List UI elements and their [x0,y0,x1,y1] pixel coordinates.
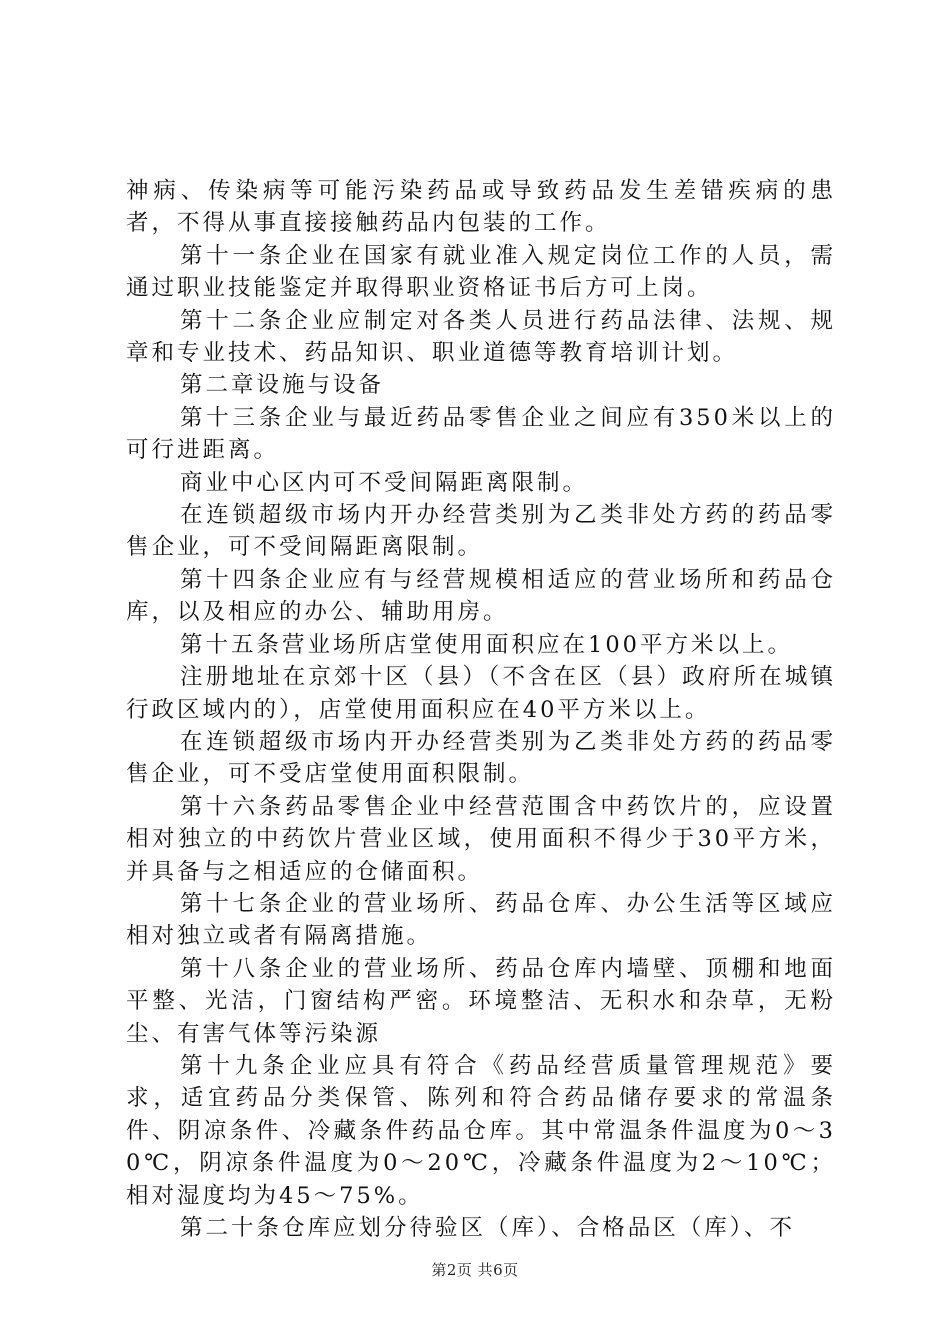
paragraph-article-20: 第二十条仓库应划分待验区（库）、合格品区（库）、不 [180,1215,796,1241]
paragraph-article-19: 第十九条企业应具有符合《药品经营质量管理规范》要求，适宜药品分类保管、陈列和符合药品储存要求的常温条件、阴凉条件、冷藏条件药品仓库。其中常温条件温度为0～30℃，阴凉条件温度为0～20℃，冷藏条件温度为2～10℃；相对湿度均为45～75%。 [126,1052,836,1209]
page-number-footer: 第2页 共6页 [431,1261,519,1279]
paragraph-article-11: 第十一条企业在国家有就业准入规定岗位工作的人员，需通过职业技能鉴定并取得职业资格证书后方可上岗。 [126,242,836,302]
paragraph-supermarket-area: 在连锁超级市场内开办经营类别为乙类非处方药的药品零售企业，可不受店堂使用面积限制。 [126,728,836,788]
paragraph-article-12: 第十二条企业应制定对各类人员进行药品法律、法规、规章和专业技术、药品知识、职业道德等教育培训计划。 [126,307,836,367]
paragraph-suburban-area: 注册地址在京郊十区（县）（不含在区（县）政府所在城镇行政区域内的），店堂使用面积应在40平方米以上。 [126,664,836,723]
paragraph-supermarket-distance: 在连锁超级市场内开办经营类别为乙类非处方药的药品零售企业，可不受间隔距离限制。 [126,502,836,561]
paragraph-article-17: 第十七条企业的营业场所、药品仓库、办公生活等区域应相对独立或者有隔离措施。 [126,890,836,950]
paragraph-article-16: 第十六条药品零售企业中经营范围含中药饮片的，应设置相对独立的中药饮片营业区域，使用面积不得少于30平方米，并具备与之相适应的仓储面积。 [126,793,836,885]
paragraph-article-18: 第十八条企业的营业场所、药品仓库内墙壁、顶棚和地面平整、光洁，门窗结构严密。环境整洁、无积水和杂草，无粉尘、有害气体等污染源 [126,955,836,1047]
paragraph-article-14: 第十四条企业应有与经营规模相适应的营业场所和药品仓库，以及相应的办公、辅助用房。 [126,566,836,626]
paragraph-article-15: 第十五条营业场所店堂使用面积应在100平方米以上。 [180,631,793,658]
chapter-heading: 第二章设施与设备 [180,372,385,399]
paragraph-0: 神病、传染病等可能污染药品或导致药品发生差错疾病的患者，不得从事直接接触药品内包装的工作。 [126,178,836,237]
paragraph-commercial-center: 商业中心区内可不受间隔距离限制。 [180,469,589,496]
paragraph-article-13: 第十三条企业与最近药品零售企业之间应有350米以上的可行进距离。 [126,404,836,464]
document-body [126,175,836,1244]
